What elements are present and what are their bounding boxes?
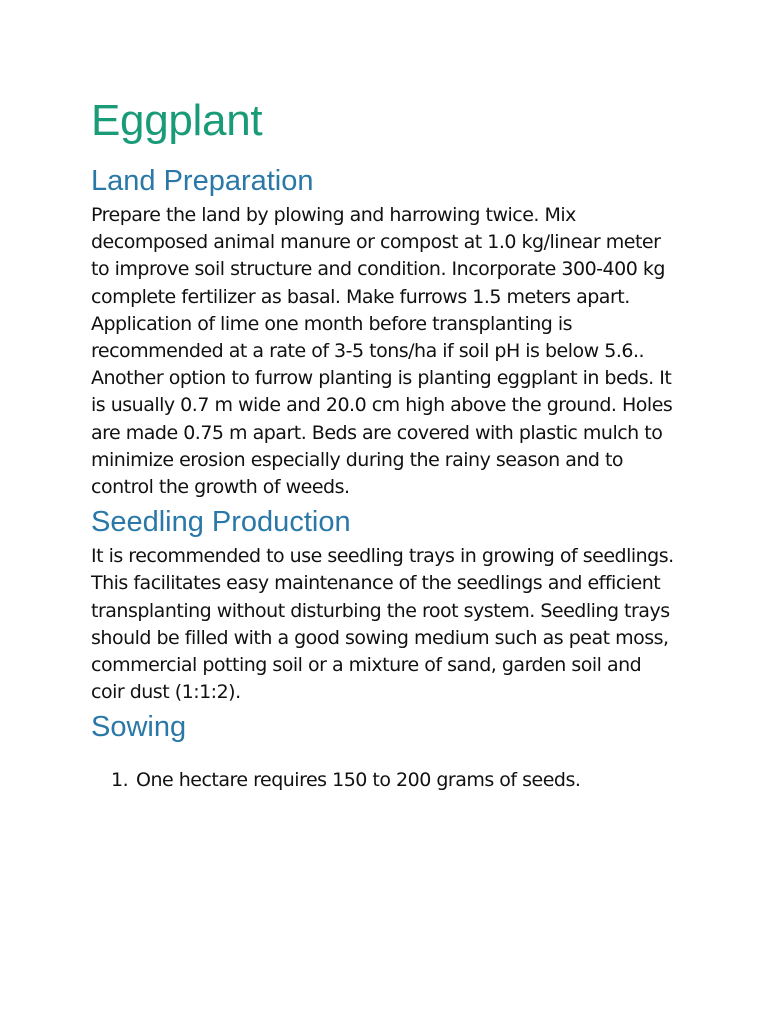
list-item xyxy=(91,767,678,794)
land-preparation-paragraph-1: Prepare the land by plowing and harrowing twice. Mix decomposed animal manure or compost at 1.0 kg/linear meter to improve soil structure and condition. Incorporate 300-400 kg complete fertilizer as basal. Make furrows 1.5 meters apart. Application of lime one month before transplanting is recommended at a rate of 3-5 tons/ha if soil pH is below 5.6.. xyxy=(91,204,665,363)
section-heading-sowing: Sowing xyxy=(91,711,187,744)
list-item-text: One hectare requires 150 to 200 grams of seeds. xyxy=(136,769,581,792)
sowing-steps-list xyxy=(91,767,678,794)
land-preparation-paragraph-2: Another option to furrow planting is planting eggplant in beds. It is usually 0.7 m wide and 20.0 cm high above the ground. Holes are made 0.75 m apart. Beds are covered with plastic mulch to minimize erosion especially during the rainy season and to control the growth of weeds. xyxy=(91,367,673,499)
section-heading-land-preparation: Land Preparation xyxy=(91,165,314,197)
list-item-number: 1. xyxy=(111,769,129,792)
section-heading-seedling-production: Seedling Production xyxy=(91,506,351,539)
seedling-production-paragraph-1: It is recommended to use seedling trays in growing of seedlings. This facilitates easy maintenance of the seedlings and efficient transplanting without disturbing the root system. Seedling trays should be filled with a good sowing medium such as peat moss, commercial potting soil or a mixture of sand, garden soil and coir dust (1:1:2). xyxy=(91,545,674,704)
document-title: Eggplant xyxy=(91,96,263,145)
